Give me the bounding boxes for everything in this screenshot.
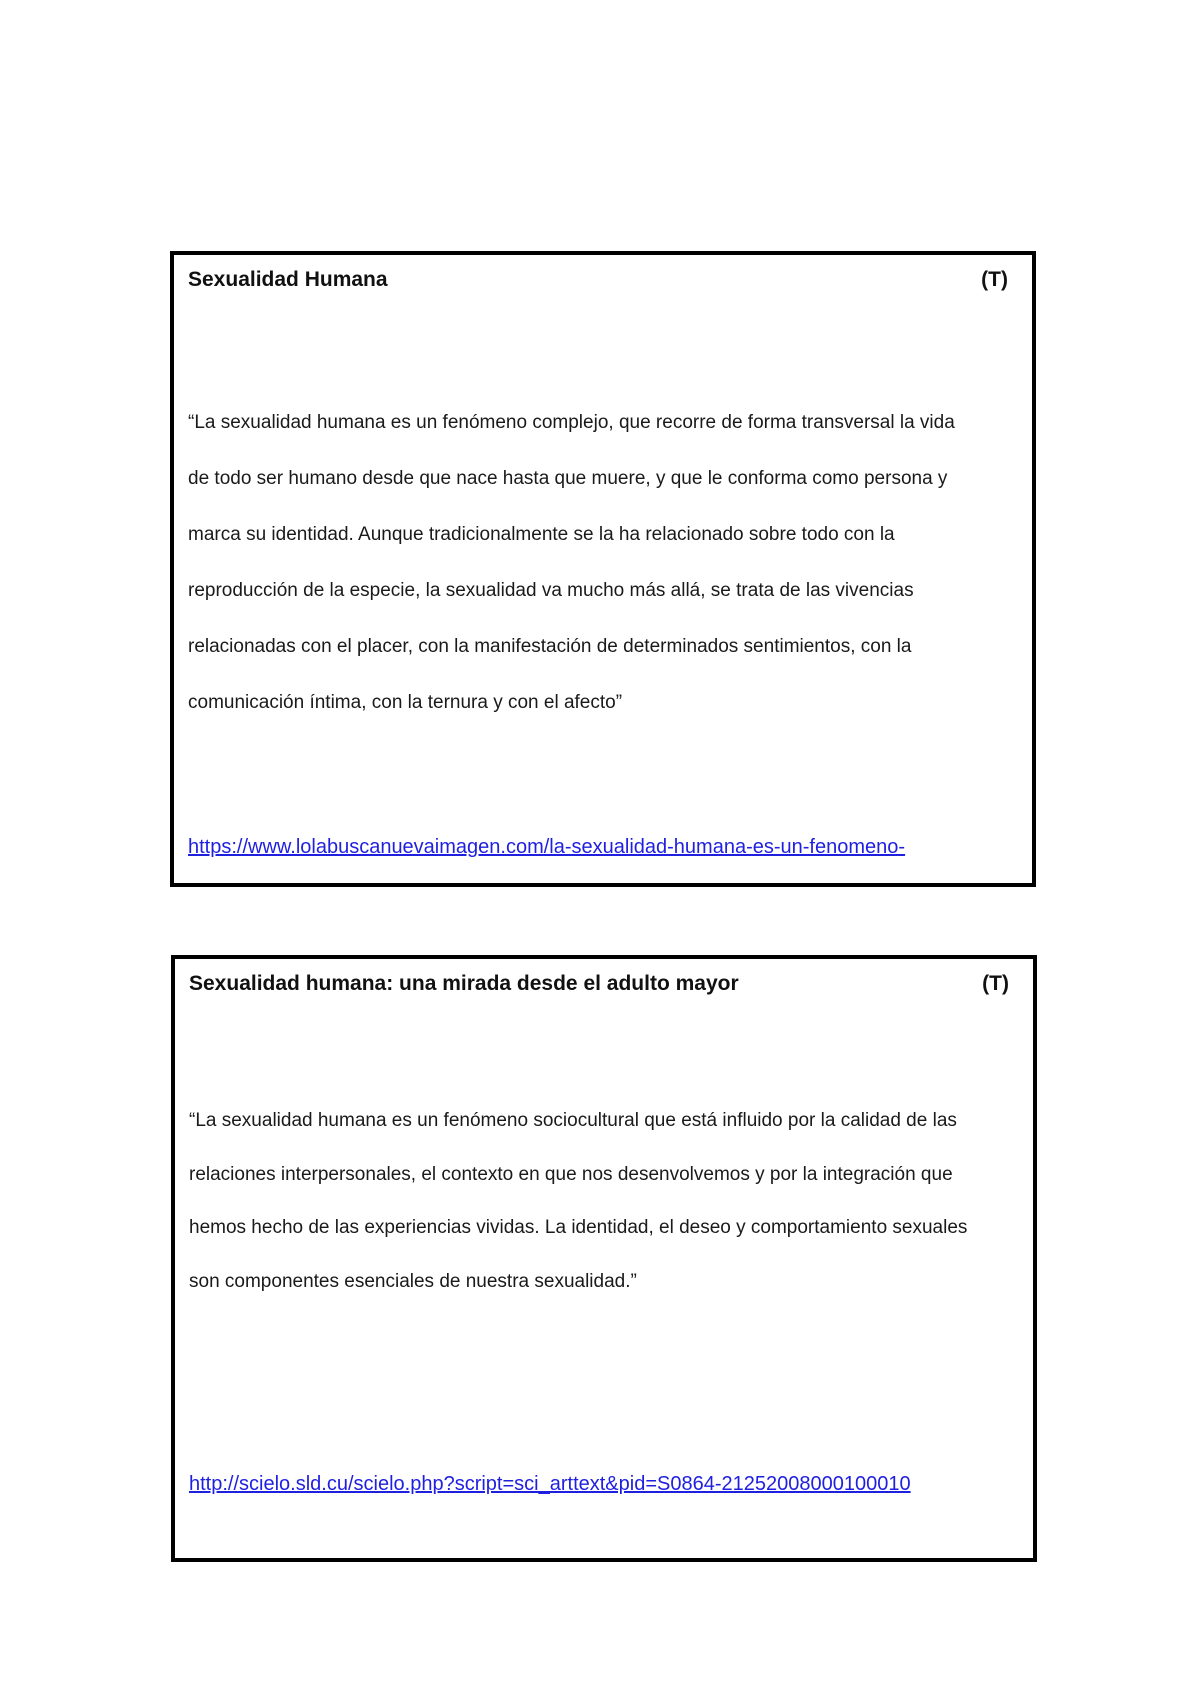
card-tag: (T) bbox=[982, 972, 1009, 995]
quote-line: “La sexualidad humana es un fenómeno sociocultural que está influido por la calidad de las bbox=[189, 1110, 957, 1131]
quote-line: relacionadas con el placer, con la manifestación de determinados sentimientos, con la bbox=[188, 636, 912, 657]
source-link[interactable]: https://www.lolabuscanuevaimagen.com/la-sexualidad-humana-es-un-fenomeno- bbox=[188, 836, 906, 858]
quote-line: de todo ser humano desde que nace hasta que muere, y que le conforma como persona y bbox=[188, 468, 948, 489]
citation-card-adulto-mayor bbox=[171, 955, 1037, 1562]
quote-line: comunicación íntima, con la ternura y con el afecto” bbox=[188, 692, 623, 713]
quote-line: “La sexualidad humana es un fenómeno complejo, que recorre de forma transversal la vida bbox=[188, 412, 955, 433]
quote-line: son componentes esenciales de nuestra sexualidad.” bbox=[189, 1270, 637, 1292]
source-link[interactable]: http://scielo.sld.cu/scielo.php?script=sci_arttext&pid=S0864-21252008000100010 bbox=[189, 1473, 911, 1495]
quote-line: relaciones interpersonales, el contexto en que nos desenvolvemos y por la integración que bbox=[189, 1163, 953, 1185]
card-title: Sexualidad Humana bbox=[188, 268, 388, 291]
quote-line: marca su identidad. Aunque tradicionalmente se la ha relacionado sobre todo con la bbox=[188, 524, 895, 545]
card-quote bbox=[188, 395, 1014, 731]
citation-card-sexualidad-humana bbox=[170, 251, 1036, 887]
card-quote bbox=[189, 1094, 1015, 1308]
card-tag: (T) bbox=[981, 268, 1008, 291]
quote-line: hemos hecho de las experiencias vividas. La identidad, el deseo y comportamiento sexuales bbox=[189, 1217, 968, 1238]
card-header bbox=[188, 267, 1008, 293]
card-title: Sexualidad humana: una mirada desde el adulto mayor bbox=[189, 972, 739, 995]
card-header bbox=[189, 971, 1009, 997]
quote-line: reproducción de la especie, la sexualidad va mucho más allá, se trata de las vivencias bbox=[188, 580, 914, 601]
